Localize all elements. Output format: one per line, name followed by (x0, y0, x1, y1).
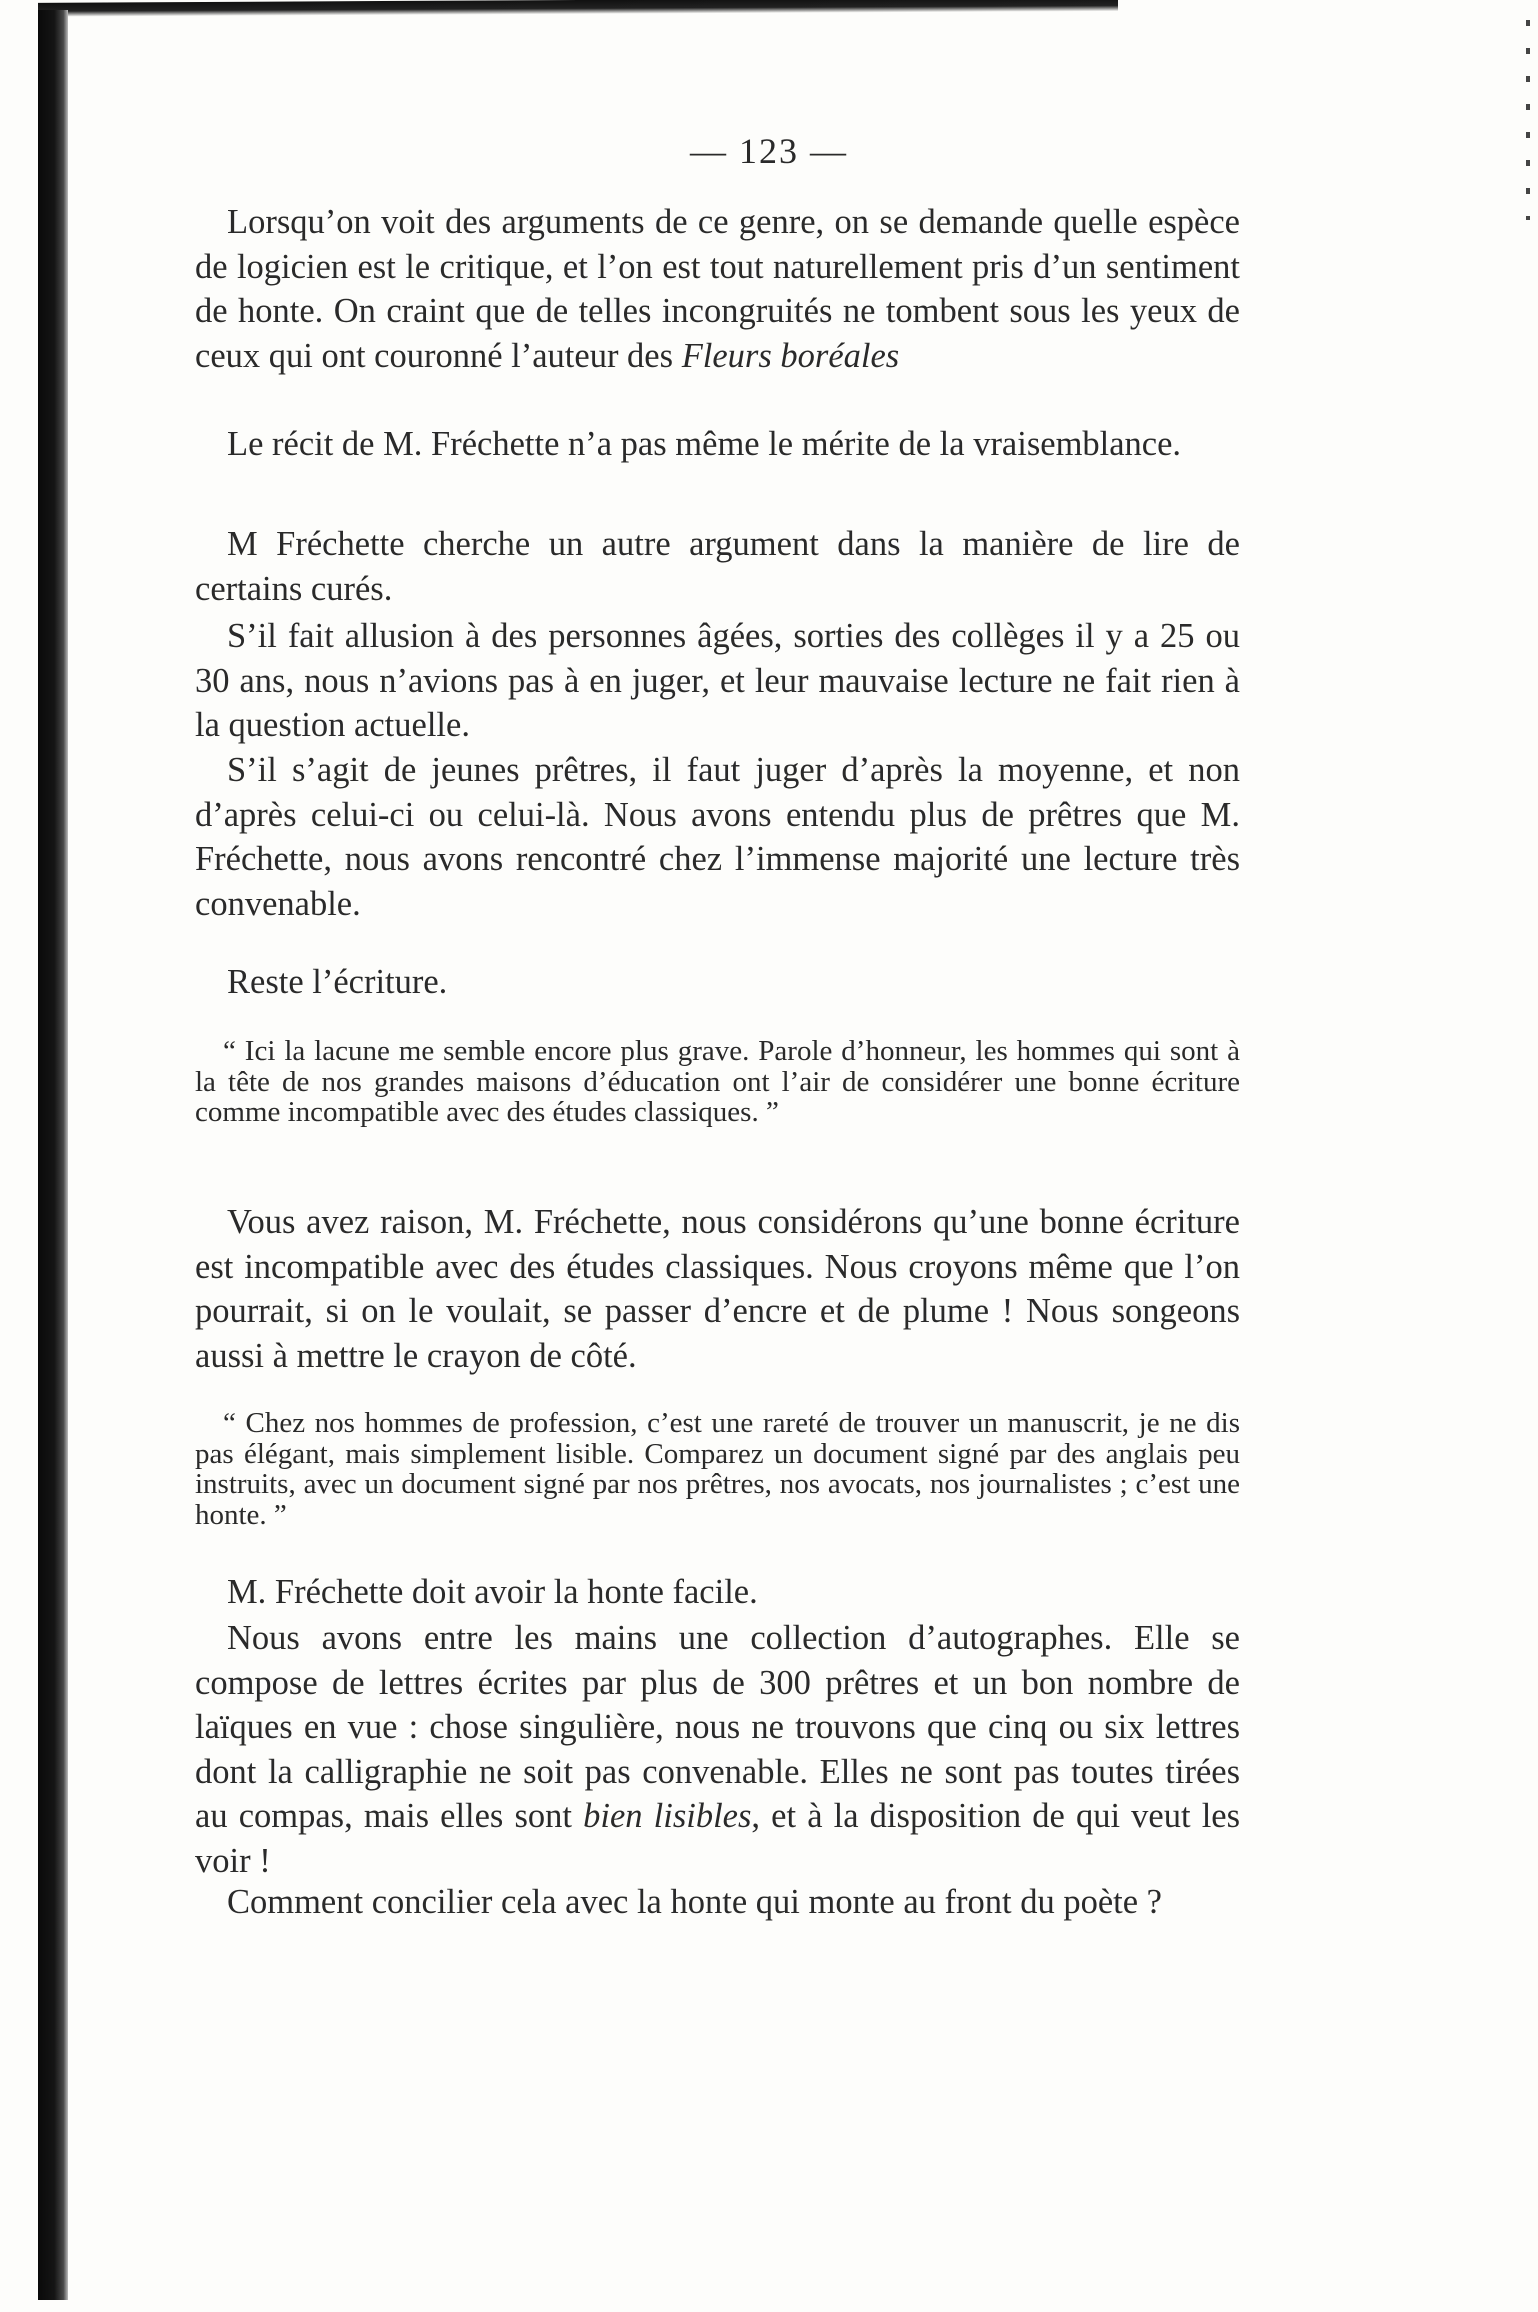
paragraph-logicien (195, 200, 1240, 378)
paragraph-jeunes-pretres: S’il s’agit de jeunes prêtres, il faut juger d’après la moyenne, et non d’après celui-ci ou celui-là. Nous avons entendu plus de prêtres que M. Fréchette, nous avons rencontré chez l’immense majorité une lecture très convenable. (195, 751, 1240, 923)
paragraph-concilier: Comment concilier cela avec la honte qui monte au front du poète ? (227, 1883, 1162, 1921)
binding-shadow (38, 10, 68, 2300)
paragraph-honte-facile: M. Fréchette doit avoir la honte facile. (227, 1573, 758, 1611)
paragraph-vraisemblance: Le récit de M. Fréchette n’a pas même le mérite de la vraisemblance. (227, 425, 1182, 463)
paragraph-lecture-cures: M Fréchette cherche un autre argument dans la manière de lire de certains curés. (195, 525, 1240, 608)
quote-hommes-profession: “ Chez nos hommes de profession, c’est une rareté de trouver un manuscrit, je ne dis pas élégant, mais simplement lisible. Comparez un document signé par des anglais peu instruits, avec un document signé par nos prêtres, nos avocats, nos journalistes ; c’est une honte. ” (195, 1407, 1240, 1531)
paragraph-personnes-agees: S’il fait allusion à des personnes âgées, sorties des collèges il y a 25 ou 30 ans, nous n’avions pas à en juger, et leur mauvaise lecture ne fait rien à la question actuelle. (195, 617, 1240, 744)
italic-title: Fleurs boréales (681, 336, 900, 375)
right-scan-specks (1526, 20, 1530, 220)
top-scan-edge (38, 0, 1118, 17)
paragraph-reste-ecriture: Reste l’écriture. (227, 963, 448, 1001)
paragraph-text: , et à la disposition de qui veut les voir ! (195, 1797, 1241, 1880)
paragraph-vous-avez-raison: Vous avez raison, M. Fréchette, nous considérons qu’une bonne écriture est incompatible avec des études classiques. Nous croyons même que l’on pourrait, si on le voulait, se passer d’encre et de plume ! Nous songeons aussi à mettre le crayon de côté. (195, 1203, 1240, 1375)
paragraph-text: Nous avons entre les mains une collection d’autographes. Elle se compose de lettres écrites par plus de 300 prêtres et un bon nombre de laïques en vue : chose singulière, nous ne trouvons que cinq ou six lettres dont la calligraphie ne soit pas convenable. Elles ne sont pas toutes tirées au compas, mais elles sont (195, 1619, 1240, 1835)
page-number: — 123 — (690, 131, 848, 171)
paragraph-text: Lorsqu’on voit des arguments de ce genre, on se demande quelle espèce de logicien est le critique, et l’on est tout naturellement pris d’un sentiment de honte. On craint que de telles incongruités ne tombent sous les yeux de ceux qui ont couronné l’auteur des (195, 203, 1240, 375)
italic-emphasis: bien lisibles (583, 1797, 752, 1835)
paragraph-autographes (195, 1616, 1240, 1883)
quote-lacune: “ Ici la lacune me semble encore plus grave. Parole d’honneur, les hommes qui sont à la tête de nos grandes maisons d’éducation ont l’air de considérer une bonne écriture comme incompatible avec des études classiques. ” (195, 1035, 1240, 1128)
